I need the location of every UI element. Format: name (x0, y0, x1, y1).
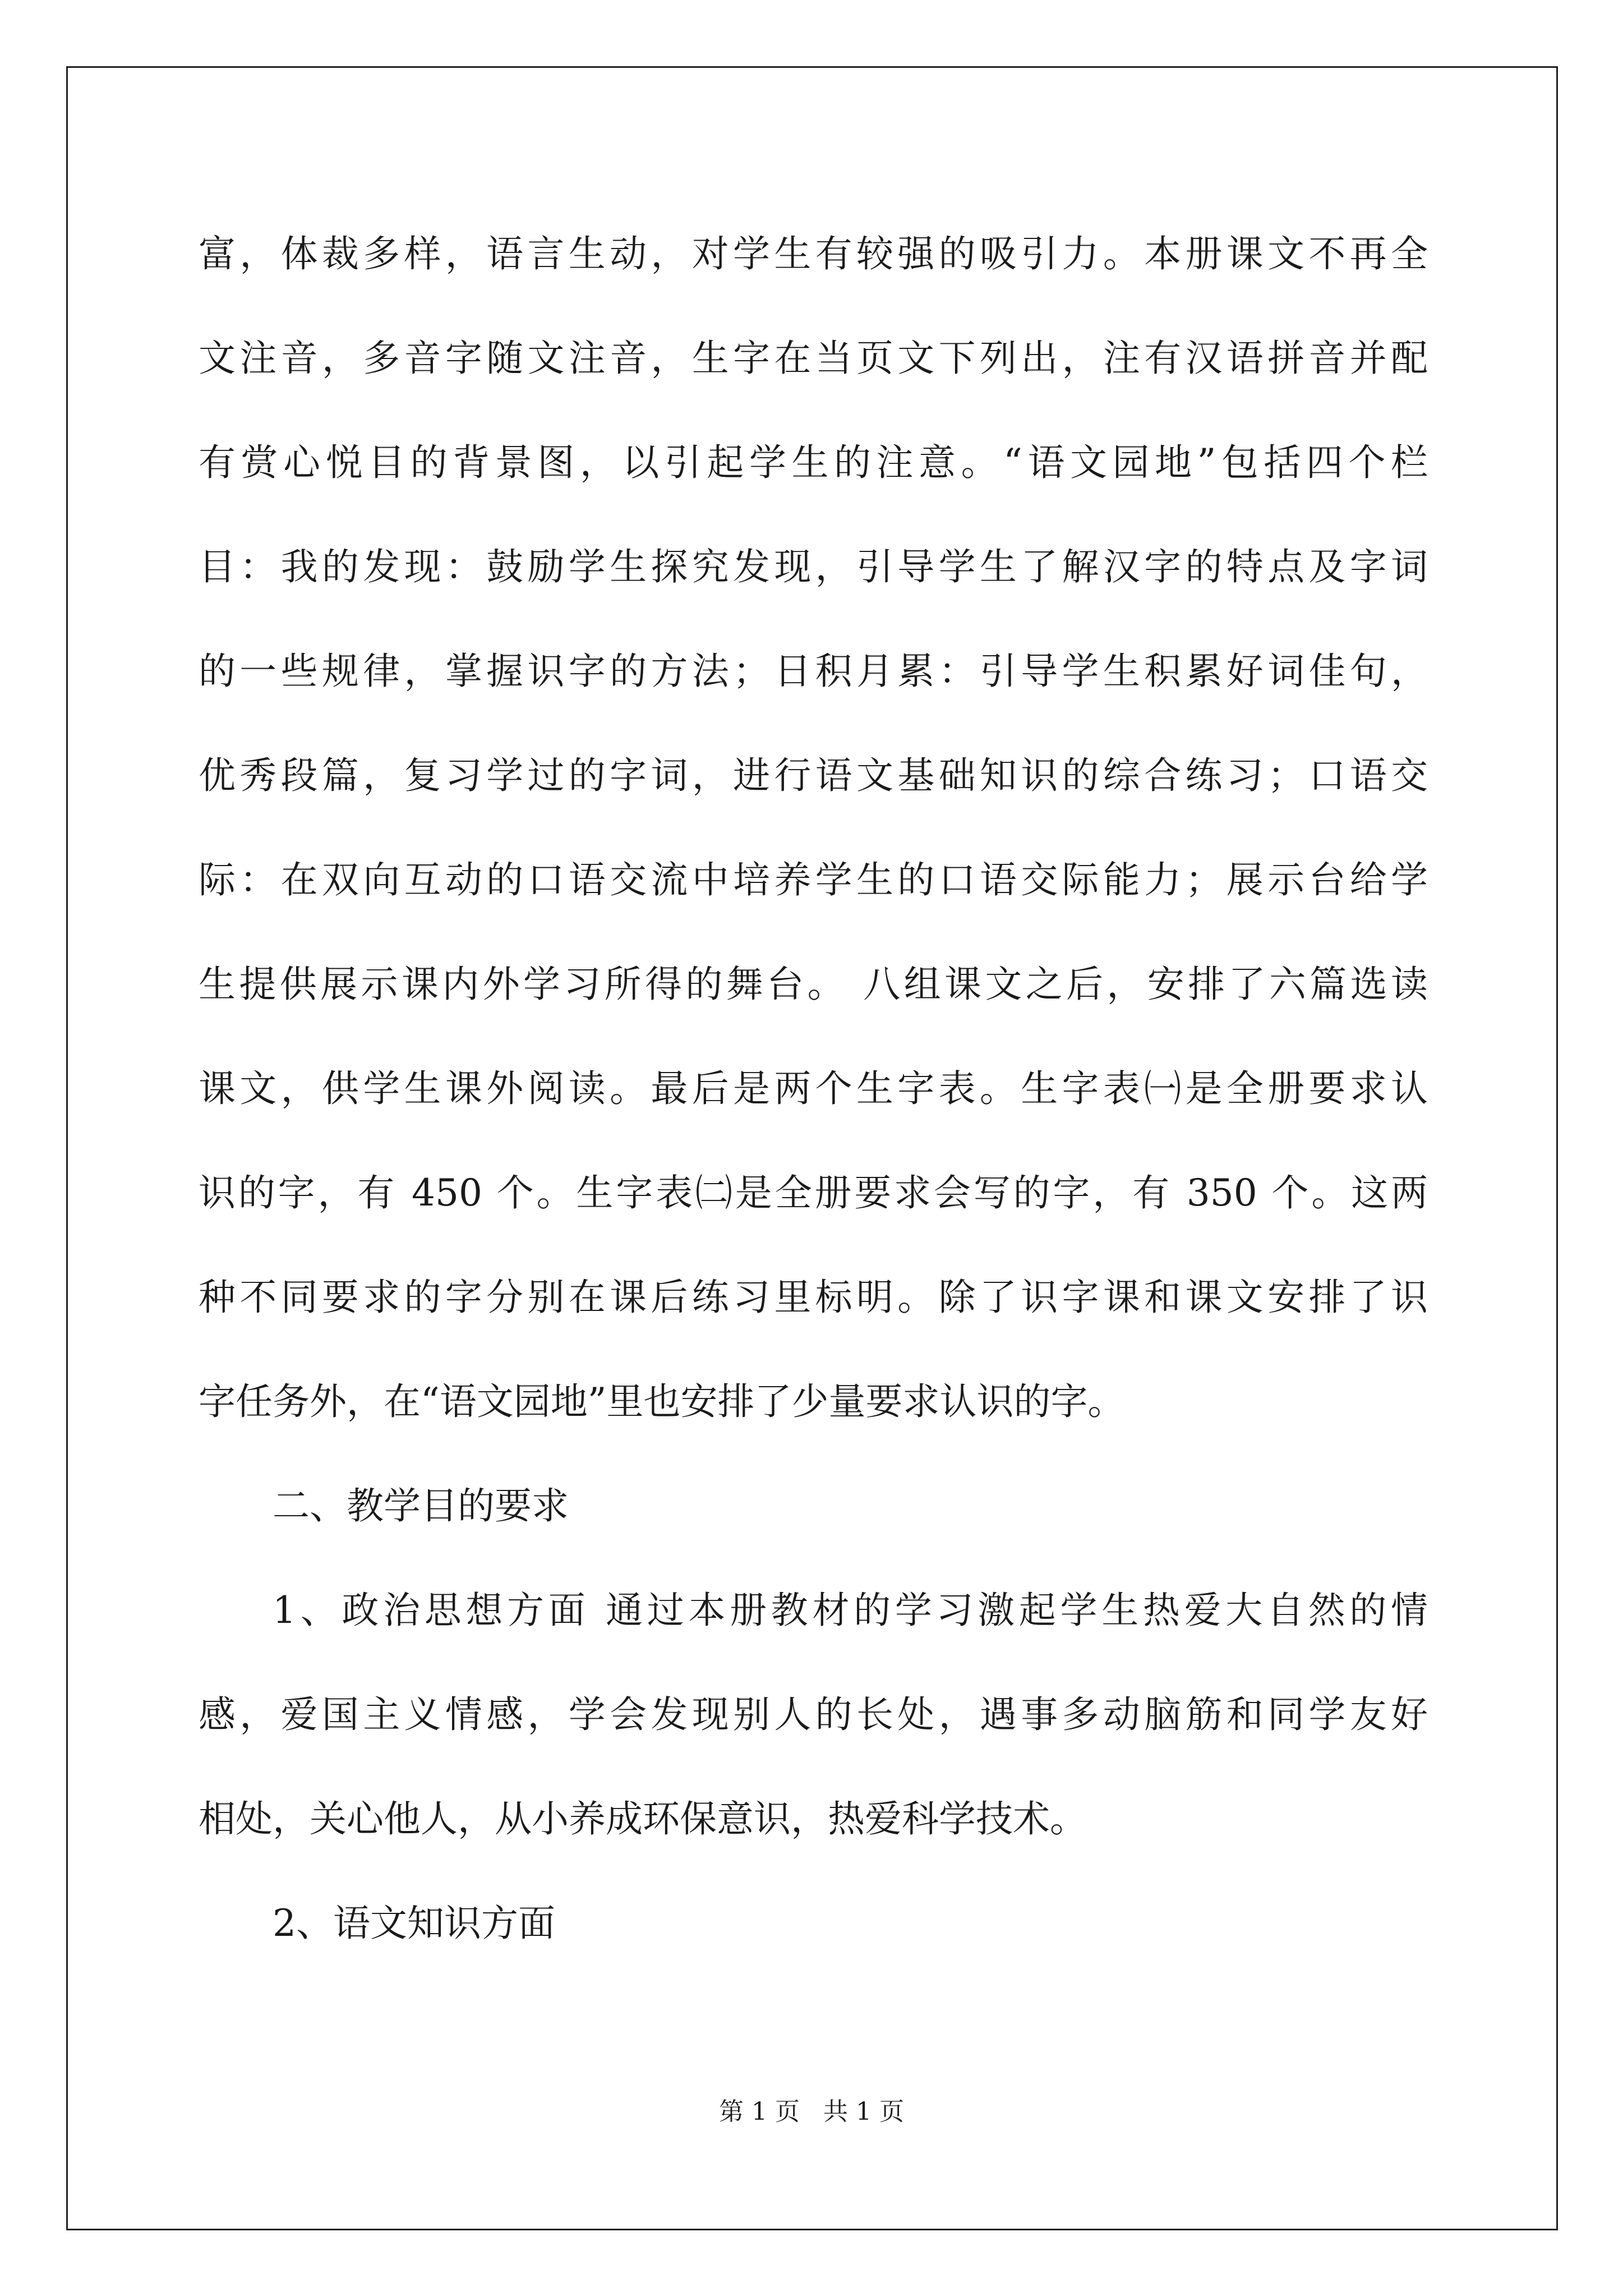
text-line: 种不同要求的字分别在课后练习里标明。除了识字课和课文安排了识 (199, 1276, 1428, 1319)
text-line: 相处，关心他人，从小养成环保意识，热爱科学技术。 (199, 1797, 1087, 1841)
text-line: 目：我的发现：鼓励学生探究发现，引导学生了解汉字的特点及字词 (199, 545, 1428, 588)
text-line: 生提供展示课内外学习所得的舞台。 八组课文之后，安排了六篇选读 (199, 963, 1428, 1006)
page-number-footer: 第 1 页 共 1 页 (719, 2097, 904, 2126)
text-line: 识的字，有 450 个。生字表㈡是全册要求会写的字，有 350 个。这两 (199, 1171, 1428, 1214)
text-line: 字任务外，在“语文园地”里也安排了少量要求认识的字。 (199, 1380, 1125, 1423)
text-line: 课文，供学生课外阅读。最后是两个生字表。生字表㈠是全册要求认 (199, 1067, 1428, 1110)
text-line: 1、政治思想方面 通过本册教材的学习激起学生热爱大自然的情 (273, 1589, 1428, 1632)
document-body (199, 202, 1428, 1976)
text-line: 富，体裁多样，语言生动，对学生有较强的吸引力。本册课文不再全 (199, 232, 1428, 275)
text-line: 文注音，多音字随文注音，生字在当页文下列出，注有汉语拼音并配 (199, 337, 1428, 380)
text-line: 有赏心悦目的背景图，以引起学生的注意。“语文园地”包括四个栏 (199, 441, 1428, 484)
section-heading-teaching-goals: 二、教学目的要求 (273, 1484, 569, 1527)
paragraph-political-thought (199, 1558, 1428, 1871)
text-line: 优秀段篇，复习学过的字词，进行语文基础知识的综合练习；口语交 (199, 754, 1428, 797)
text-line: 际：在双向互动的口语交流中培养学生的口语交际能力；展示台给学 (199, 858, 1428, 901)
section-heading-language-knowledge: 2、语文知识方面 (273, 1902, 555, 1945)
paragraph-intro (199, 202, 1428, 1454)
text-line: 感，爱国主义情感，学会发现别人的长处，遇事多动脑筋和同学友好 (199, 1693, 1428, 1736)
text-line: 的一些规律，掌握识字的方法；日积月累：引导学生积累好词佳句， (199, 650, 1428, 693)
